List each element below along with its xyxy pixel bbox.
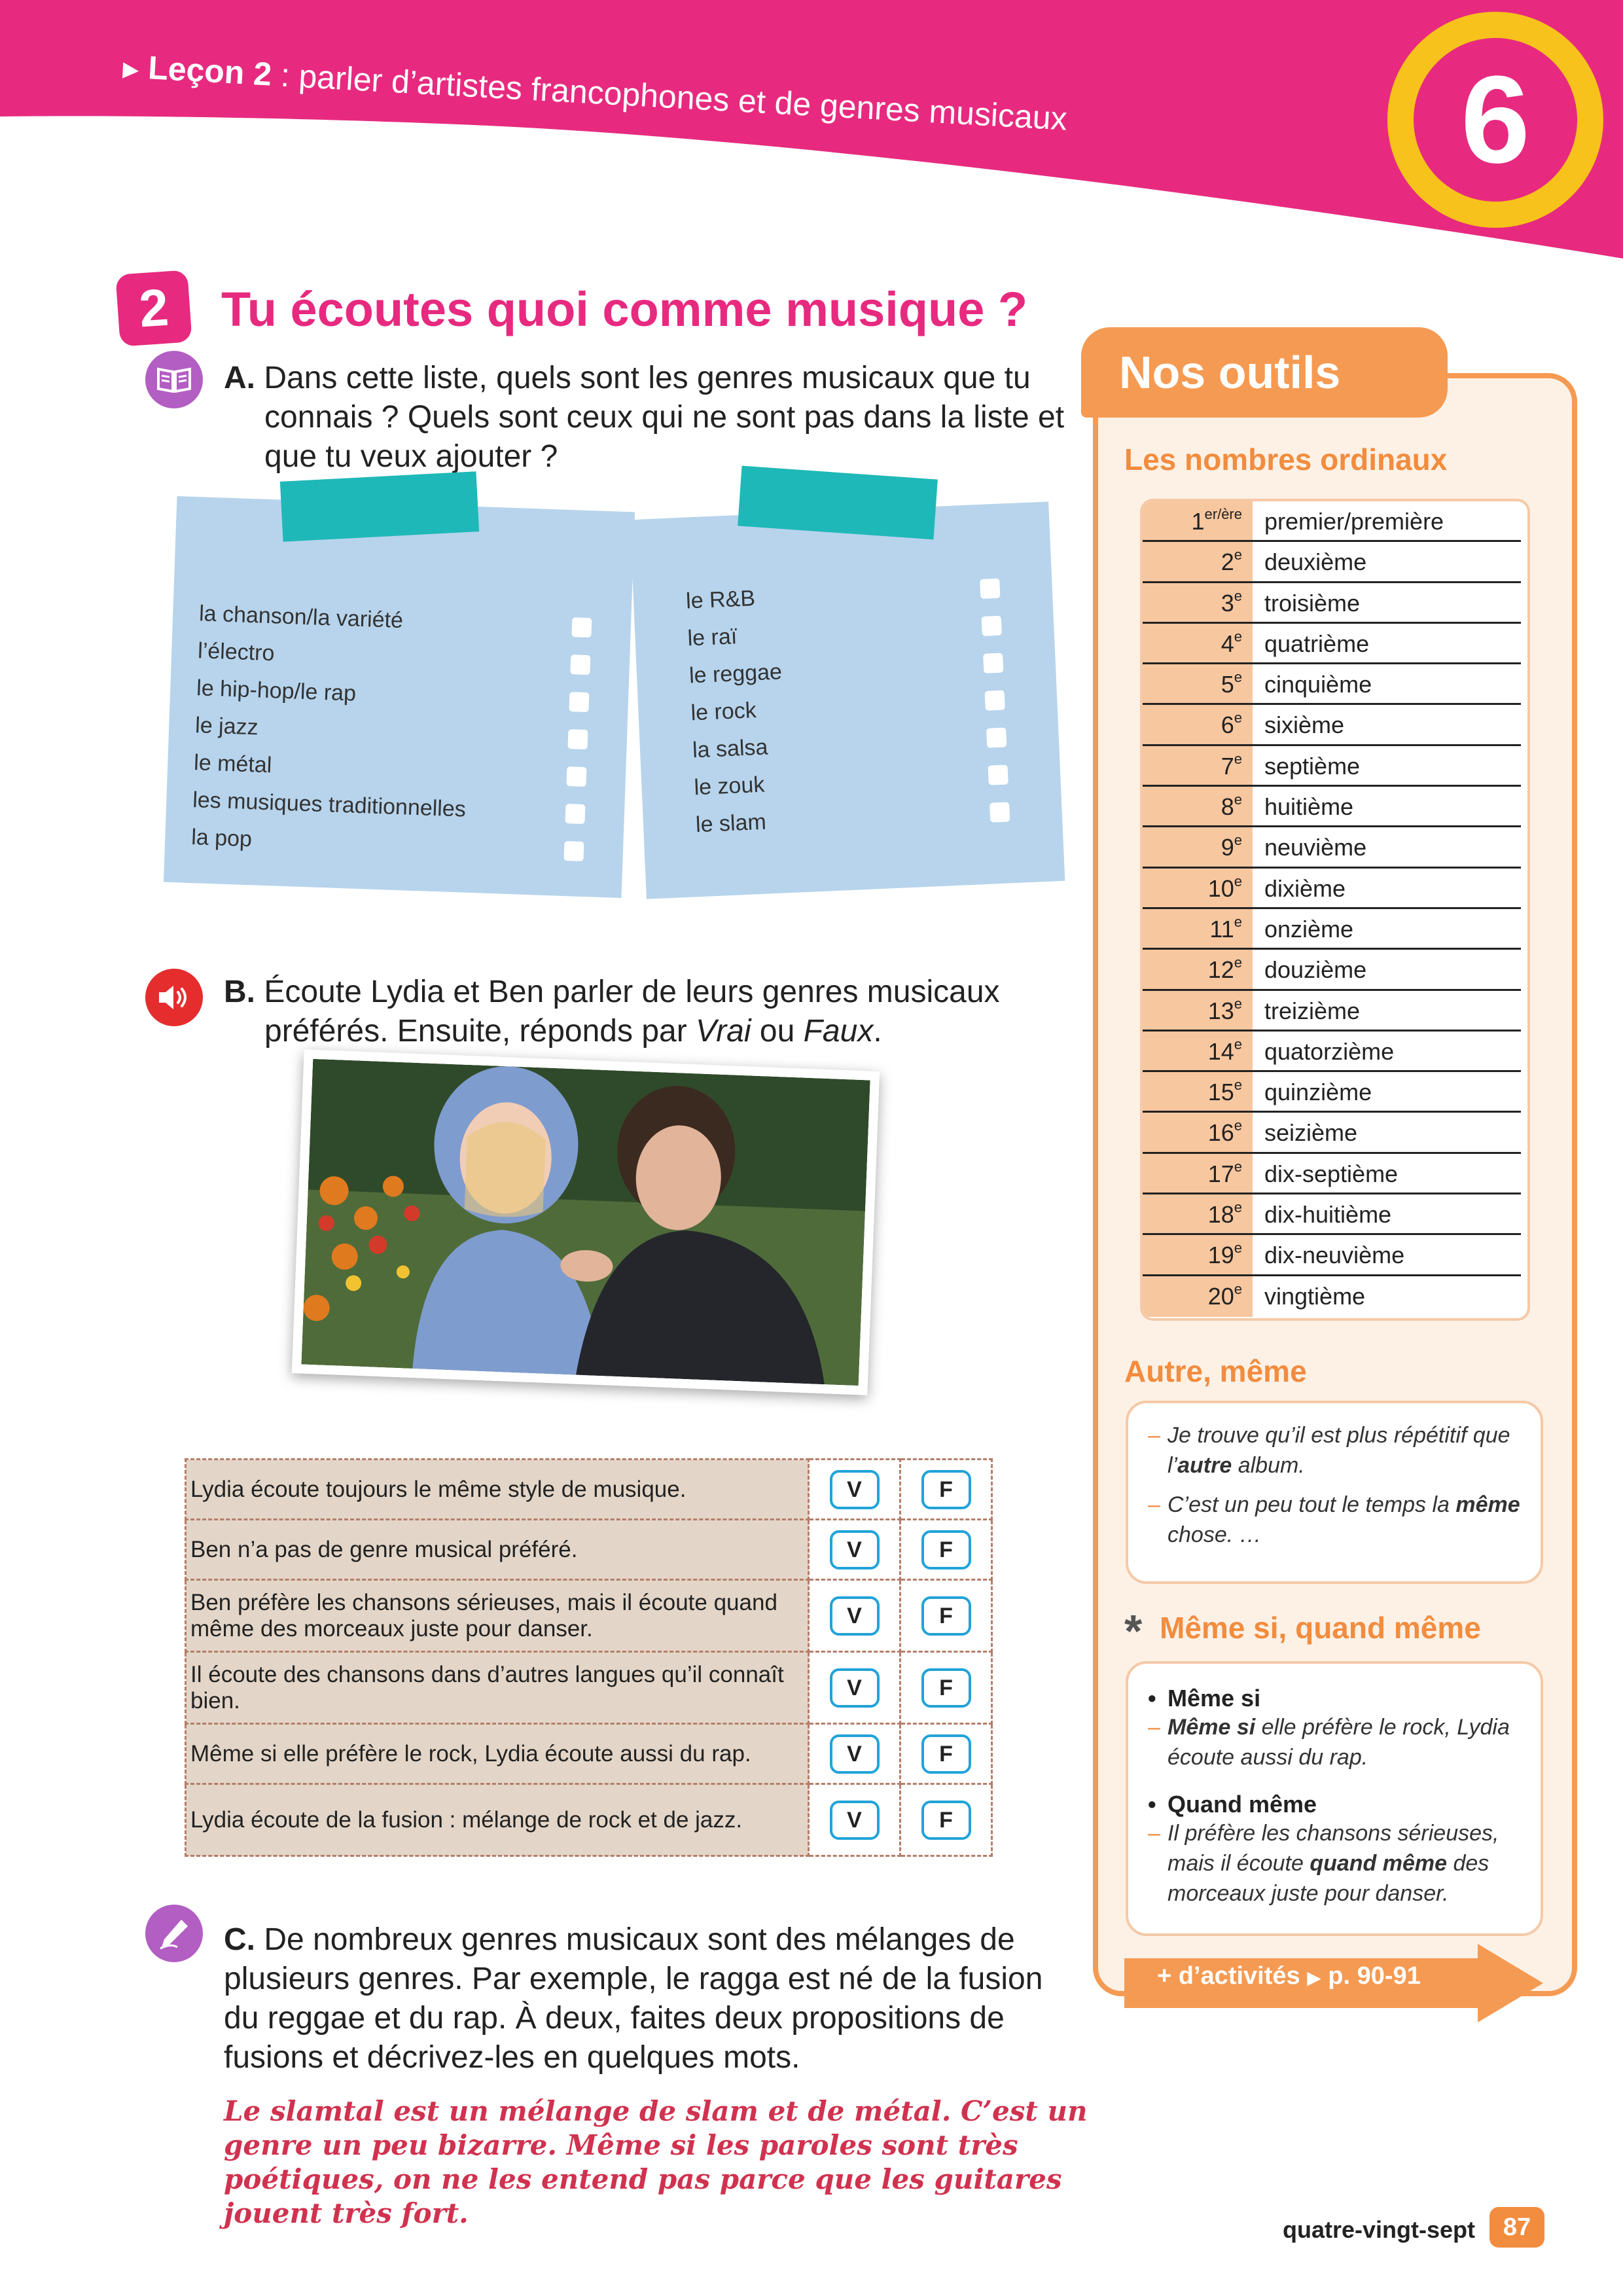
unit-badge xyxy=(1387,12,1603,228)
ordinal-word: dix-huitième xyxy=(1264,1201,1392,1229)
ordinal-word: deuxième xyxy=(1264,548,1367,576)
ordinal-row xyxy=(1143,664,1521,705)
section-number: 2 xyxy=(115,270,192,346)
genre-label: la pop xyxy=(190,825,253,852)
ordinal-row xyxy=(1143,501,1521,542)
handwritten-answer: Le slamtal est un mélange de slam et de métal. C’est un genre un peu bizarre. Même si les paroles sont très poétiques, on ne les entend pas parce que les guitares jouent très fort. xyxy=(224,2095,1088,2229)
vrai-word: Vrai xyxy=(696,1014,751,1049)
meme-si-label: • Même si xyxy=(1148,1685,1521,1712)
ordinal-row xyxy=(1143,746,1521,787)
ordinal-suffix: e xyxy=(1234,832,1242,849)
statement-row xyxy=(186,1580,992,1652)
genre-checkbox[interactable] xyxy=(988,764,1008,785)
ordinal-row xyxy=(1143,542,1521,583)
genre-list-right xyxy=(685,569,1010,844)
ordinal-suffix: er/ère xyxy=(1204,506,1242,522)
meme-si-box xyxy=(1126,1661,1543,1936)
meme-si-title: Même si, quand même xyxy=(1160,1611,1481,1645)
ordinal-digit: 12 xyxy=(1207,956,1234,984)
genre-note-left xyxy=(164,496,635,898)
ordinal-suffix: e xyxy=(1234,669,1242,686)
ordinal-word: quatorzième xyxy=(1264,1037,1395,1065)
faux-checkbox[interactable]: F xyxy=(921,1801,971,1840)
statement-text: Il écoute des chansons dans d’autres langues qu’il connaît bien. xyxy=(186,1652,809,1724)
more-activities-link[interactable] xyxy=(1157,1962,1421,1990)
section-title: Tu écoutes quoi comme musique ? xyxy=(221,282,1028,336)
unit-number: 6 xyxy=(1414,38,1577,202)
ordinal-number xyxy=(1143,991,1255,1030)
vrai-checkbox[interactable]: V xyxy=(830,1668,880,1708)
true-false-table xyxy=(185,1458,993,1857)
book-icon xyxy=(145,351,203,408)
genre-label: le slam xyxy=(695,809,767,838)
ordinal-suffix: e xyxy=(1234,791,1242,808)
ordinal-suffix: e xyxy=(1234,1158,1242,1175)
answer-cell xyxy=(809,1580,901,1652)
ordinal-word: huitième xyxy=(1264,793,1354,821)
genre-checkbox[interactable] xyxy=(569,692,589,712)
ordinal-row xyxy=(1143,624,1521,664)
ordinal-number xyxy=(1143,1235,1255,1274)
ordinal-suffix: e xyxy=(1234,913,1242,930)
ordinal-suffix: e xyxy=(1234,872,1242,889)
activity-b-end: . xyxy=(873,1014,882,1049)
ordinal-suffix: e xyxy=(1234,709,1242,726)
answer-cell xyxy=(809,1784,901,1856)
ordinal-row xyxy=(1143,1113,1521,1153)
ordinal-word: quinzième xyxy=(1264,1079,1372,1106)
page-number: 87 xyxy=(1489,2207,1544,2248)
ordinal-word: sixième xyxy=(1264,711,1345,739)
genre-label: le raï xyxy=(687,624,738,651)
ordinals-list xyxy=(1143,501,1527,1317)
ordinal-suffix: e xyxy=(1234,1077,1242,1094)
activity-c-letter: C. xyxy=(224,1922,255,1957)
genre-checkbox[interactable] xyxy=(563,840,584,861)
ordinal-number xyxy=(1143,1113,1255,1151)
ordinal-number xyxy=(1143,1194,1255,1233)
example-keyword: quand même xyxy=(1310,1851,1448,1876)
vrai-checkbox[interactable]: V xyxy=(830,1470,880,1509)
ordinal-suffix: e xyxy=(1234,587,1242,604)
example-keyword: Même si xyxy=(1168,1715,1256,1740)
faux-checkbox[interactable]: F xyxy=(921,1668,971,1708)
example-text: Il préfère les chansons sérieuses, mais il écoute xyxy=(1168,1821,1499,1876)
statement-row xyxy=(186,1724,992,1784)
example-keyword: même xyxy=(1455,1492,1520,1517)
statement-text: Même si elle préfère le rock, Lydia écoute aussi du rap. xyxy=(186,1724,809,1784)
ordinal-word: premier/première xyxy=(1264,508,1444,535)
ordinal-digit: 11 xyxy=(1209,915,1234,942)
statement-text: Lydia écoute toujours le même style de musique. xyxy=(186,1460,809,1520)
ordinal-digit: 8 xyxy=(1221,793,1234,821)
activity-b-text: Écoute Lydia et Ben parler de leurs genres musicaux préférés. Ensuite, réponds par xyxy=(264,975,1000,1049)
answer-cell xyxy=(809,1652,901,1724)
ordinal-digit: 9 xyxy=(1221,834,1234,861)
genre-label: la salsa xyxy=(692,734,769,763)
ordinal-digit: 10 xyxy=(1207,874,1234,902)
ordinal-suffix: e xyxy=(1234,1035,1242,1052)
genre-label: le métal xyxy=(193,750,272,778)
answer-cell xyxy=(809,1520,901,1580)
ordinal-suffix: e xyxy=(1234,750,1242,767)
genre-checkbox[interactable] xyxy=(565,803,585,823)
ordinal-digit: 2 xyxy=(1221,548,1234,576)
vrai-checkbox[interactable]: V xyxy=(830,1530,880,1570)
ordinal-word: neuvième xyxy=(1264,834,1367,861)
ordinal-row xyxy=(1143,705,1521,745)
genre-checkbox[interactable] xyxy=(571,617,592,637)
ordinal-digit: 5 xyxy=(1221,671,1234,698)
ordinal-number xyxy=(1143,501,1255,540)
ordinal-number xyxy=(1143,705,1255,744)
ordinal-row xyxy=(1143,869,1521,909)
ordinal-number xyxy=(1143,542,1255,581)
ordinal-suffix: e xyxy=(1234,1240,1242,1257)
genre-checkbox[interactable] xyxy=(567,729,588,749)
ordinal-suffix: e xyxy=(1234,995,1242,1012)
ordinal-number xyxy=(1143,950,1255,988)
genre-label: le reggae xyxy=(688,659,783,689)
ordinal-suffix: e xyxy=(1234,628,1242,645)
genre-checkbox[interactable] xyxy=(990,802,1010,822)
genre-checkbox[interactable] xyxy=(980,578,1000,598)
statement-text: Ben préfère les chansons sérieuses, mais il écoute quand même des morceaux juste pour danser. xyxy=(186,1580,809,1652)
genre-checkbox[interactable] xyxy=(566,766,586,787)
ordinal-word: dix-neuvième xyxy=(1264,1242,1405,1269)
ordinal-word: onzième xyxy=(1264,915,1354,942)
vrai-checkbox[interactable]: V xyxy=(830,1596,880,1636)
example-text: des morceaux juste pour danser. xyxy=(1168,1851,1489,1906)
ordinal-word: cinquième xyxy=(1264,671,1372,698)
ordinal-row xyxy=(1143,583,1521,624)
ordinal-row xyxy=(1143,1235,1521,1276)
genre-checkbox[interactable] xyxy=(982,615,1002,636)
play-triangle-icon: ▶ xyxy=(1307,1967,1321,1988)
answer-cell xyxy=(901,1580,992,1652)
genre-label: le jazz xyxy=(194,713,259,740)
ordinal-suffix: e xyxy=(1234,1117,1242,1134)
play-triangle-icon: ▶ xyxy=(122,56,140,82)
asterisk-icon: * xyxy=(1124,1605,1143,1657)
ordinal-suffix: e xyxy=(1234,1280,1242,1297)
genre-label: les musiques traditionnelles xyxy=(192,787,467,822)
genre-label: le rock xyxy=(690,698,757,726)
ordinal-number xyxy=(1143,1072,1255,1111)
faux-word: Faux xyxy=(803,1014,874,1049)
example-keyword: autre xyxy=(1177,1453,1232,1478)
vrai-checkbox[interactable]: V xyxy=(830,1734,880,1774)
activity-a-letter: A. xyxy=(224,361,255,395)
ordinal-digit: 20 xyxy=(1207,1282,1234,1310)
ordinal-row xyxy=(1143,1154,1521,1194)
activity-c-instruction xyxy=(224,1920,1075,2077)
autre-example xyxy=(1148,1420,1521,1480)
ordinal-number xyxy=(1143,909,1255,948)
ordinal-number xyxy=(1143,746,1255,785)
ordinal-digit: 6 xyxy=(1221,711,1234,739)
vrai-checkbox[interactable]: V xyxy=(830,1801,880,1840)
genre-note-right xyxy=(630,501,1065,899)
faux-checkbox[interactable]: F xyxy=(921,1734,971,1774)
more-activities-pages: p. 90-91 xyxy=(1328,1962,1421,1990)
statement-row xyxy=(186,1460,992,1520)
pencil-icon xyxy=(145,1905,203,1962)
example-text: chose. … xyxy=(1168,1522,1262,1547)
ordinal-digit: 15 xyxy=(1207,1079,1234,1106)
photo-lydia-ben xyxy=(292,1049,880,1395)
statement-text: Lydia écoute de la fusion : mélange de rock et de jazz. xyxy=(186,1784,809,1856)
genre-checkbox[interactable] xyxy=(985,690,1005,710)
genre-checkbox[interactable] xyxy=(986,727,1007,747)
statement-row xyxy=(186,1784,992,1856)
ou-word: ou xyxy=(751,1014,804,1049)
lesson-text: : parler d’artistes francophones et de genres musicaux xyxy=(270,56,1069,137)
ordinal-suffix: e xyxy=(1234,547,1242,564)
tape-strip xyxy=(280,471,479,542)
ordinal-digit: 13 xyxy=(1207,997,1234,1024)
answer-cell xyxy=(809,1460,901,1520)
example-text: album. xyxy=(1232,1453,1305,1478)
meme-si-example xyxy=(1148,1712,1521,1772)
ordinal-digit: 18 xyxy=(1207,1201,1234,1229)
tools-panel-title: Nos outils xyxy=(1081,327,1448,418)
ordinal-word: vingtième xyxy=(1264,1282,1366,1310)
header-banner xyxy=(0,0,1623,275)
activity-a-text: Dans cette liste, quels sont les genres musicaux que tu connais ? Quels sont ceux qui ne sont pas dans la liste et que tu veux ajouter ? xyxy=(264,361,1065,474)
ordinal-digit: 17 xyxy=(1207,1160,1234,1187)
example-text: C’est un peu tout le temps la xyxy=(1168,1492,1456,1517)
ordinal-row xyxy=(1143,991,1521,1031)
ordinal-number xyxy=(1143,624,1255,662)
ordinal-row xyxy=(1143,909,1521,950)
ordinal-suffix: e xyxy=(1234,954,1242,971)
ordinal-digit: 1 xyxy=(1191,508,1205,535)
ordinal-number xyxy=(1143,827,1255,866)
ordinal-word: dixième xyxy=(1264,874,1346,902)
ordinal-number xyxy=(1143,787,1255,825)
genre-label: le zouk xyxy=(693,772,766,800)
ordinal-word: septième xyxy=(1264,752,1361,780)
genre-checkbox[interactable] xyxy=(570,655,590,675)
ordinal-row xyxy=(1143,1072,1521,1113)
lesson-label: Leçon 2 xyxy=(147,49,273,93)
ordinal-number xyxy=(1143,869,1255,907)
ordinal-digit: 3 xyxy=(1221,589,1234,617)
ordinal-word: troisième xyxy=(1264,589,1361,617)
ordinal-row xyxy=(1143,1194,1521,1235)
activity-b-instruction xyxy=(224,973,1075,1051)
ordinal-number xyxy=(1143,1031,1255,1070)
quand-meme-example xyxy=(1148,1818,1521,1909)
ordinal-row xyxy=(1143,827,1521,868)
answer-cell xyxy=(901,1724,992,1784)
genre-label: le R&B xyxy=(685,586,756,614)
page-number-words: quatre-vingt-sept xyxy=(1283,2216,1476,2243)
ordinals-table xyxy=(1140,499,1530,1321)
genre-label: la chanson/la variété xyxy=(198,601,404,634)
ordinal-row xyxy=(1143,950,1521,990)
faux-checkbox[interactable]: F xyxy=(921,1470,971,1509)
ordinal-digit: 14 xyxy=(1207,1037,1234,1065)
faux-checkbox[interactable]: F xyxy=(921,1530,971,1570)
ordinal-row xyxy=(1143,787,1521,827)
ordinal-suffix: e xyxy=(1234,1199,1242,1216)
ordinal-word: seizième xyxy=(1264,1119,1358,1147)
ordinal-word: douzième xyxy=(1264,956,1367,984)
example-text: elle préfère le rock, Lydia écoute aussi du rap. xyxy=(1168,1715,1510,1770)
ordinal-number xyxy=(1143,1276,1255,1317)
ordinals-title: Les nombres ordinaux xyxy=(1124,442,1448,476)
autre-meme-box xyxy=(1126,1401,1543,1584)
ordinal-digit: 19 xyxy=(1207,1242,1234,1269)
answer-cell xyxy=(901,1520,992,1580)
autre-meme-title: Autre, même xyxy=(1124,1354,1307,1388)
genre-label: l’électro xyxy=(197,638,276,666)
example-text: Je trouve qu’il est plus répétitif que l’ xyxy=(1168,1423,1510,1478)
more-activities-text: + d’activités xyxy=(1157,1962,1300,1990)
ordinal-number xyxy=(1143,583,1255,622)
answer-cell xyxy=(901,1784,992,1856)
answer-cell xyxy=(901,1460,992,1520)
speaker-icon[interactable] xyxy=(145,969,203,1026)
activity-b-letter: B. xyxy=(224,975,255,1009)
genre-checkbox[interactable] xyxy=(983,653,1003,673)
ordinal-number xyxy=(1143,1154,1255,1193)
ordinal-digit: 7 xyxy=(1221,752,1234,780)
quand-meme-label: • Quand même xyxy=(1148,1791,1521,1818)
statement-text: Ben n’a pas de genre musical préféré. xyxy=(186,1520,809,1580)
statement-row xyxy=(186,1652,992,1724)
genre-label: le hip-hop/le rap xyxy=(196,675,357,706)
activity-c-text: De nombreux genres musicaux sont des mélanges de plusieurs genres. Par exemple, le ragga est né de la fusion du reggae et du rap. À deux, faites deux propositions de fusions et décrivez-les en quelques mots. xyxy=(224,1922,1043,2075)
activity-a-instruction xyxy=(224,359,1075,476)
faux-checkbox[interactable]: F xyxy=(921,1596,971,1636)
answer-cell xyxy=(901,1652,992,1724)
ordinal-row xyxy=(1143,1031,1521,1072)
meme-example xyxy=(1148,1490,1521,1550)
ordinal-word: treizième xyxy=(1264,997,1361,1024)
ordinal-word: dix-septième xyxy=(1264,1160,1399,1187)
statement-row xyxy=(186,1520,992,1580)
answer-cell xyxy=(809,1724,901,1784)
ordinal-word: quatrième xyxy=(1264,630,1370,657)
ordinal-row xyxy=(1143,1276,1521,1317)
ordinal-digit: 4 xyxy=(1221,630,1234,657)
ordinal-digit: 16 xyxy=(1207,1119,1234,1147)
genre-list-left xyxy=(190,595,592,870)
ordinal-number xyxy=(1143,664,1255,703)
